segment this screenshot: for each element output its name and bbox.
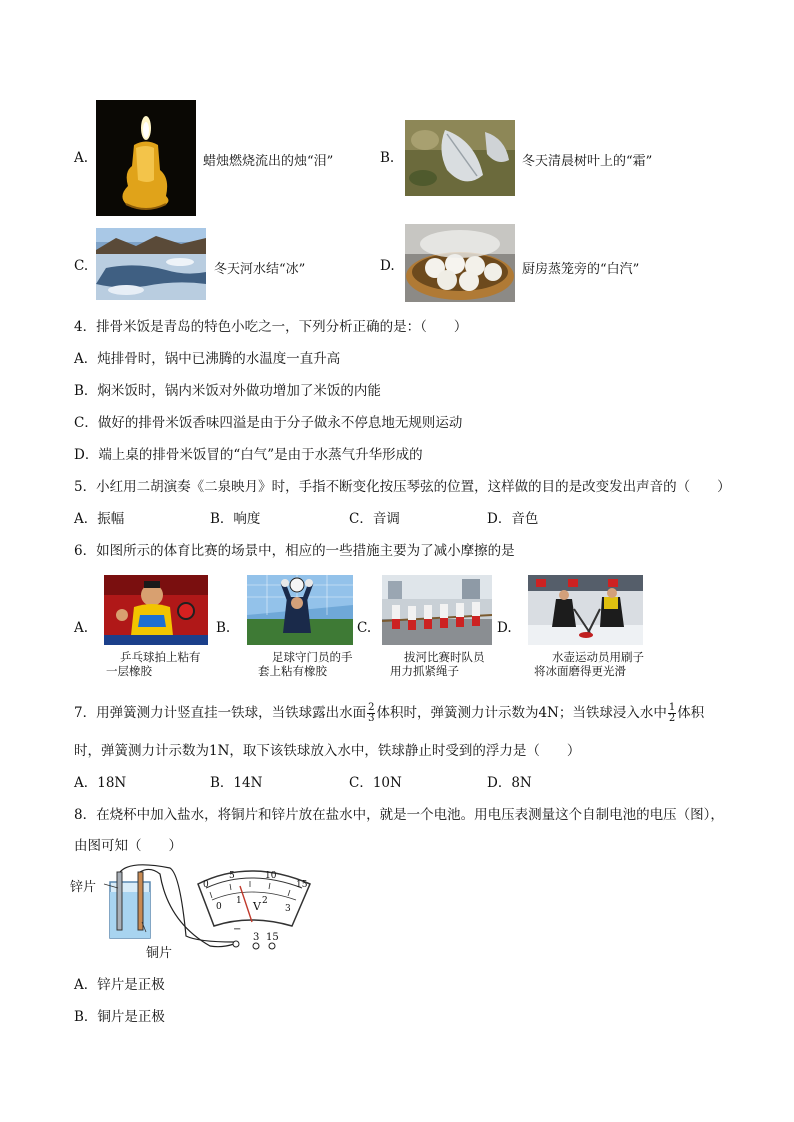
steamer-photo bbox=[405, 224, 515, 302]
q8-line2: 由图可知（ ） bbox=[74, 838, 182, 854]
q3-option-a-caption: 蜡烛燃烧流出的烛“泪” bbox=[203, 154, 334, 169]
q7-line1-part-a: 7．用弹簧测力计竖直挂一铁球，当铁球露出水面 bbox=[74, 705, 367, 721]
q6-option-b-letter: B. bbox=[216, 620, 231, 636]
frozen-river-photo bbox=[96, 228, 206, 300]
inner-scale-1: 1 bbox=[236, 896, 242, 906]
q5-choice-a: A．振幅 bbox=[74, 511, 125, 527]
tug-of-war-photo bbox=[382, 575, 492, 645]
curling-photo bbox=[528, 575, 643, 645]
q7-choice-c: C．10N bbox=[349, 775, 402, 791]
battery-voltmeter-figure bbox=[70, 862, 330, 962]
q6-option-c-caption-line2: 用力抓紧绳子 bbox=[390, 664, 459, 678]
frost-leaf-photo bbox=[405, 120, 515, 196]
q6-option-b-caption-line2: 套上粘有橡胶 bbox=[258, 664, 327, 678]
q4-stem: 4．排骨米饭是青岛的特色小吃之一，下列分析正确的是：（ ） bbox=[74, 319, 468, 335]
q3-option-a-letter: A. bbox=[74, 150, 89, 166]
q6-option-d-caption bbox=[534, 650, 644, 678]
q3-option-c-caption: 冬天河水结“冰” bbox=[214, 262, 306, 277]
q5-choice-c: C．音调 bbox=[349, 511, 400, 527]
zinc-plate-icon bbox=[117, 872, 122, 930]
q5-choice-b: B．响度 bbox=[210, 511, 261, 527]
q6-stem: 6．如图所示的体育比赛的场景中，相应的一些措施主要为了减小摩擦的是 bbox=[74, 543, 515, 559]
q7-frac2-num: 1 bbox=[668, 702, 676, 713]
q7-choice-a: A．18N bbox=[74, 775, 127, 791]
terminal-3-icon bbox=[253, 943, 259, 949]
q7-frac1-den: 3 bbox=[368, 713, 375, 724]
inner-scale-2: 2 bbox=[262, 896, 268, 906]
q6-option-b-caption bbox=[258, 650, 353, 678]
q6-option-d-caption-line1: 水壶运动员用刷子 bbox=[552, 650, 644, 664]
q3-option-d-letter: D. bbox=[380, 258, 395, 274]
terminal-15-label: 15 bbox=[266, 932, 279, 943]
outer-scale-0: 0 bbox=[203, 880, 209, 890]
q4-option-d: D．端上桌的排骨米饭冒的“白气”是由于水蒸气升华形成的 bbox=[74, 447, 423, 463]
candle-photo bbox=[96, 100, 196, 216]
q8-option-b: B．铜片是正极 bbox=[74, 1009, 165, 1025]
q3-option-c-letter: C. bbox=[74, 258, 89, 274]
q6-option-a-caption bbox=[106, 650, 201, 678]
q6-option-a-caption-line2: 一层橡胶 bbox=[106, 664, 152, 678]
q7-line1-part-b: 体积时，弹簧测力计示数为4N；当铁球浸入水中 bbox=[376, 705, 667, 721]
q7-choice-b: B．14N bbox=[210, 775, 263, 791]
q3-option-b-caption: 冬天清晨树叶上的“霜” bbox=[522, 154, 653, 169]
terminal-neg-icon bbox=[233, 941, 239, 947]
terminal-neg-label: − bbox=[233, 924, 242, 935]
outer-scale-15: 15 bbox=[296, 880, 308, 890]
q7-fraction-one-half bbox=[668, 703, 676, 724]
terminal-3-label: 3 bbox=[253, 932, 260, 943]
q5-choice-d: D．音色 bbox=[487, 511, 539, 527]
inner-scale-0: 0 bbox=[216, 902, 222, 912]
q6-option-d-letter: D. bbox=[497, 620, 512, 636]
q8-option-a: A．锌片是正极 bbox=[74, 977, 165, 993]
q8-line1: 8．在烧杯中加入盐水，将铜片和锌片放在盐水中，就是一个电池。用电压表测量这个自制电池的电压（图）， bbox=[74, 807, 724, 823]
q7-line1-part-c: 体积 bbox=[677, 705, 705, 721]
q7-frac1-num: 2 bbox=[368, 702, 375, 713]
copper-plate-icon bbox=[138, 872, 143, 930]
q4-option-c: C．做好的排骨米饭香味四溢是由于分子做永不停息地无规则运动 bbox=[74, 415, 463, 431]
q4-option-a: A．炖排骨时，锅中已沸腾的水温度一直升高 bbox=[74, 351, 341, 367]
outer-scale-10: 10 bbox=[265, 871, 277, 881]
terminal-15-icon bbox=[269, 943, 275, 949]
meter-unit-label: V bbox=[253, 900, 261, 913]
q6-option-a-letter: A. bbox=[74, 620, 89, 636]
q6-option-c-caption bbox=[390, 650, 485, 678]
q7-frac2-den: 2 bbox=[668, 713, 676, 724]
q5-stem: 5．小红用二胡演奏《二泉映月》时，手指不断变化按压琴弦的位置，这样做的目的是改变发出声音的（ ） bbox=[74, 479, 731, 495]
inner-scale-3: 3 bbox=[285, 904, 291, 914]
q6-option-c-caption-line1: 拔河比赛时队员 bbox=[404, 650, 485, 664]
q3-option-b-letter: B. bbox=[380, 150, 395, 166]
q4-option-b: B．焖米饭时，锅内米饭对外做功增加了米饭的内能 bbox=[74, 383, 381, 399]
q6-option-b-caption-line1: 足球守门员的手 bbox=[272, 650, 353, 664]
copper-label: 铜片 bbox=[146, 946, 173, 961]
q7-fraction-two-thirds bbox=[367, 703, 375, 724]
q6-option-d-caption-line2: 将冰面磨得更光滑 bbox=[534, 664, 626, 678]
q3-option-d-caption: 厨房蒸笼旁的“白汽” bbox=[522, 262, 640, 277]
q6-option-c-letter: C. bbox=[357, 620, 372, 636]
q7-choice-d: D．8N bbox=[487, 775, 532, 791]
q6-option-a-caption-line1: 乒乓球拍上粘有 bbox=[120, 650, 201, 664]
q7-line2: 时，弹簧测力计示数为1N，取下该铁球放入水中，铁球静止时受到的浮力是（ ） bbox=[74, 743, 581, 759]
outer-scale-5: 5 bbox=[229, 871, 235, 881]
q7-line1 bbox=[74, 702, 704, 724]
goalkeeper-photo bbox=[247, 575, 353, 645]
table-tennis-photo bbox=[104, 575, 208, 645]
zinc-label: 锌片 bbox=[70, 880, 97, 895]
